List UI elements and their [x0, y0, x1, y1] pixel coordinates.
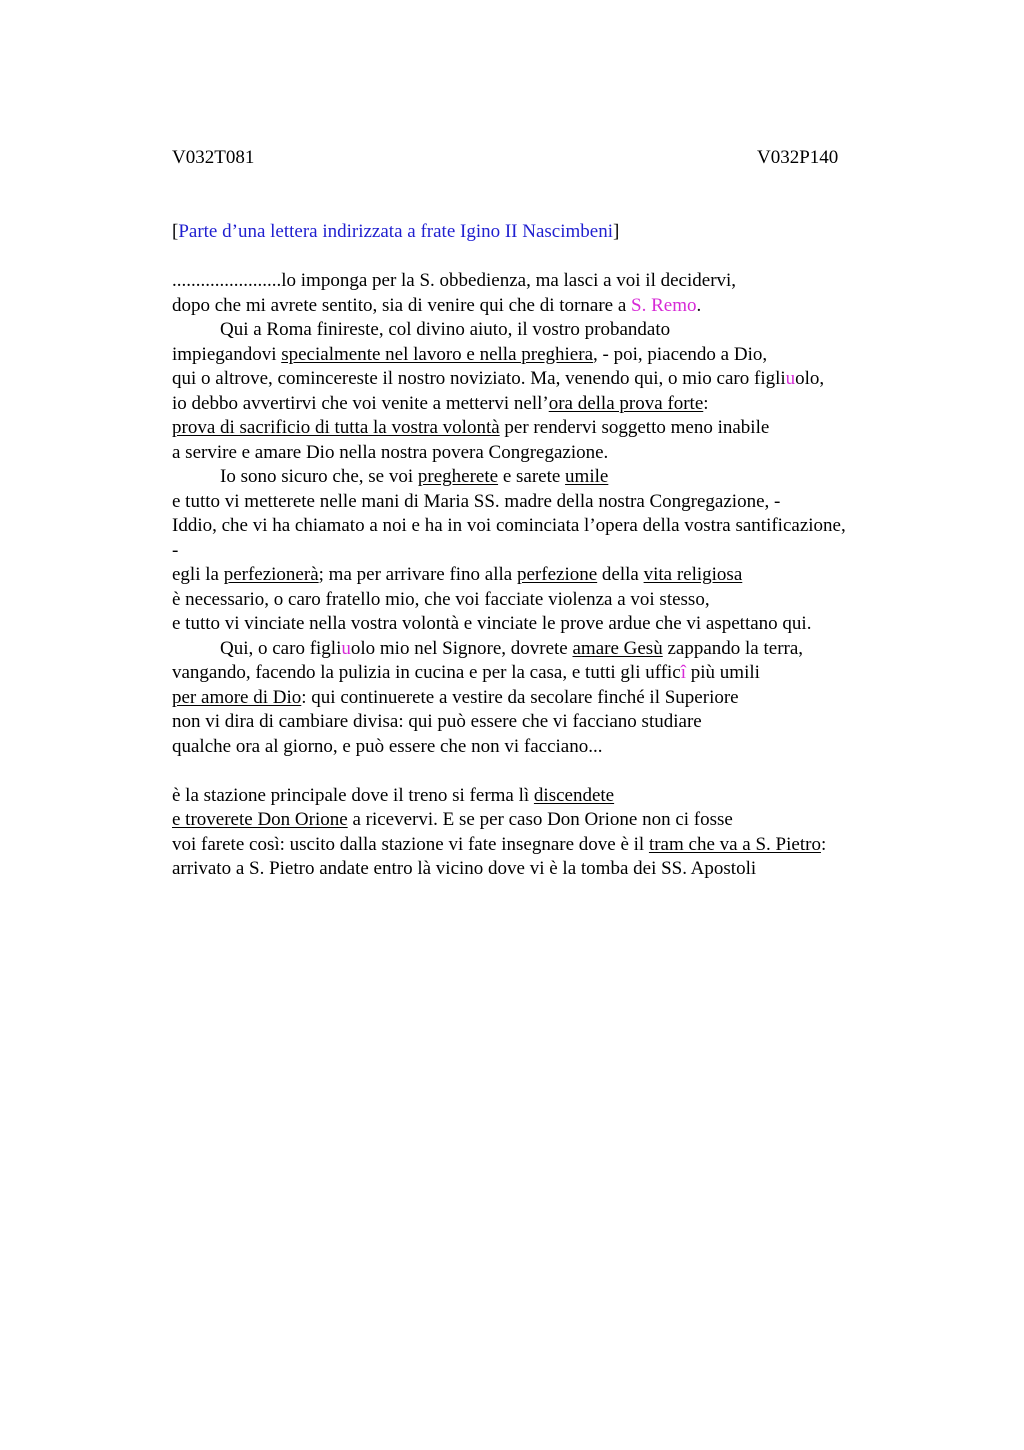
text-line	[172, 637, 932, 662]
underlined-text: tram che va a S. Pietro	[648, 833, 821, 855]
highlighted-text: u	[341, 637, 351, 659]
underlined-text: ora della prova forte	[548, 392, 704, 414]
title-text: Parte d’una lettera indirizzata a frate Igino II Nascimbeni	[178, 221, 614, 242]
underlined-text: per amore di Dio	[172, 686, 302, 708]
underlined-text: vita religiosa	[643, 564, 743, 585]
text-line	[172, 735, 932, 760]
text-line	[172, 465, 932, 490]
text-segment: voi farete così: uscito dalla stazione vi fate insegnare dove è il	[172, 833, 649, 855]
highlighted-text: S. Remo	[631, 294, 697, 316]
text-line	[172, 686, 932, 711]
text-line	[172, 588, 932, 613]
underlined-text: discendete	[533, 784, 615, 806]
text-line	[172, 343, 932, 368]
text-line	[172, 563, 932, 588]
text-segment: qui o altrove, comincereste il nostro noviziato. Ma, venendo qui, o mio caro figli	[172, 368, 786, 389]
document-title	[172, 221, 619, 243]
text-line	[172, 490, 932, 515]
document-code-left: V032T081	[172, 147, 255, 168]
text-segment: per rendervi soggetto meno inabile	[499, 417, 770, 438]
underlined-text: e troverete Don Orione	[172, 809, 348, 830]
text-line	[172, 784, 932, 809]
text-segment: Qui, o caro figli	[220, 637, 342, 659]
underlined-text: perfezionerà	[223, 564, 319, 585]
text-line	[172, 318, 932, 343]
text-segment: io debbo avvertirvi che voi venite a mettervi nell’	[172, 392, 549, 414]
text-segment: .......................lo imponga per la S. obbedienza, ma lasci a voi il decidervi,	[172, 270, 737, 291]
text-segment: Iddio, che vi ha chiamato a noi e ha in voi cominciata l’opera della vostra santificazione,	[172, 515, 846, 536]
text-segment: qualche ora al giorno, e può essere che non vi facciano...	[172, 735, 603, 757]
text-line	[172, 710, 932, 735]
paragraph-gap	[172, 759, 932, 784]
text-segment: zappando la terra,	[662, 637, 804, 659]
text-segment: a ricevervi. E se per caso Don Orione non ci fosse	[347, 809, 733, 830]
text-segment: e sarete	[498, 466, 566, 487]
text-line	[172, 612, 932, 637]
text-line	[172, 416, 932, 441]
text-segment: egli la	[172, 564, 224, 585]
underlined-text: umile	[565, 466, 609, 487]
text-line	[172, 857, 932, 882]
text-segment: vangando, facendo la pulizia in cucina e per la casa, e tutti gli uffic	[172, 662, 681, 683]
text-line	[172, 539, 932, 564]
text-line	[172, 441, 932, 466]
text-segment: olo mio nel Signore, dovrete	[350, 637, 573, 659]
text-segment: più umili	[686, 662, 760, 683]
text-line	[172, 514, 932, 539]
text-segment: e tutto vi vinciate nella vostra volontà e vinciate le prove ardue che vi aspettano qui.	[172, 613, 812, 634]
text-line	[172, 833, 932, 858]
text-segment: non vi dira di cambiare divisa: qui può essere che vi facciano studiare	[172, 711, 702, 732]
text-segment: dopo che mi avrete sentito, sia di venire qui che di tornare a	[172, 294, 632, 316]
text-segment: arrivato a S. Pietro andate entro là vicino dove vi è la tomba dei SS. Apostoli	[172, 858, 757, 879]
text-segment: della	[597, 564, 644, 585]
text-segment: Io sono sicuro che, se voi	[220, 466, 418, 487]
text-line	[172, 808, 932, 833]
text-segment: Qui a Roma finireste, col divino aiuto, il vostro probandato	[220, 319, 671, 340]
document-code-right: V032P140	[757, 147, 839, 168]
text-segment: è la stazione principale dove il treno si ferma lì	[172, 784, 534, 806]
text-line	[172, 661, 932, 686]
highlighted-text: î	[680, 662, 687, 683]
underlined-text: amare Gesù	[572, 637, 663, 659]
text-line	[172, 294, 932, 319]
text-segment: :	[703, 392, 709, 414]
text-segment: :	[820, 833, 827, 855]
text-segment: è necessario, o caro fratello mio, che voi facciate violenza a voi stesso,	[172, 588, 710, 610]
highlighted-text: u	[785, 368, 796, 389]
title-close-bracket: ]	[613, 221, 620, 242]
text-segment: impiegandovi	[172, 343, 282, 365]
text-line	[172, 367, 932, 392]
text-line	[172, 269, 932, 294]
underlined-text: prova di sacrificio di tutta la vostra volontà	[172, 417, 500, 438]
underlined-text: specialmente nel lavoro e nella preghiera	[281, 343, 593, 365]
text-line	[172, 392, 932, 417]
text-segment: olo,	[795, 368, 825, 389]
text-segment: : qui continuerete a vestire da secolare finché il Superiore	[301, 686, 739, 708]
text-segment: a servire e amare Dio nella nostra povera Congregazione.	[172, 441, 609, 463]
letter-body	[172, 269, 932, 882]
text-segment: e tutto vi metterete nelle mani di Maria SS. madre della nostra Congregazione, -	[172, 490, 781, 512]
title-open-bracket: [	[172, 221, 179, 242]
text-segment: -	[172, 539, 179, 561]
underlined-text: perfezione	[516, 564, 598, 585]
underlined-text: pregherete	[417, 466, 499, 487]
text-segment: , - poi, piacendo a Dio,	[593, 343, 768, 365]
text-segment: ; ma per arrivare fino alla	[318, 564, 517, 585]
text-segment: .	[696, 294, 702, 316]
